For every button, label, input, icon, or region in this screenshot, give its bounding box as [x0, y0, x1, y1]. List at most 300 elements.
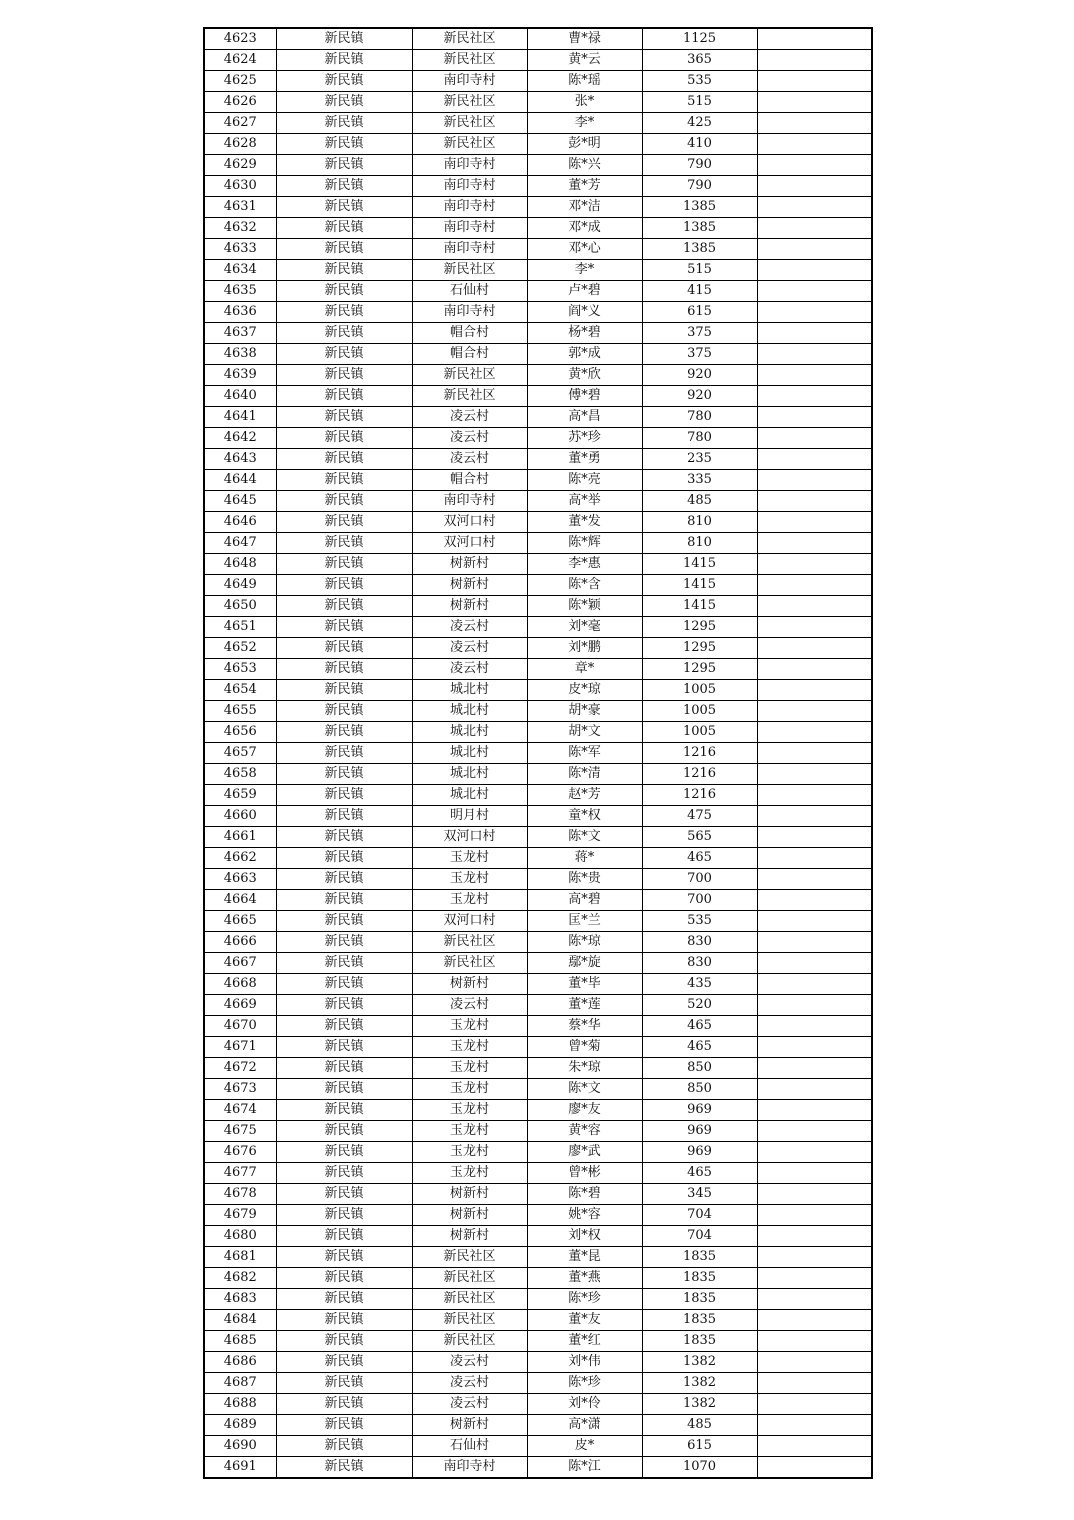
table-row	[204, 575, 872, 596]
cell-id: 4638	[204, 344, 276, 365]
cell-amount: 235	[642, 449, 757, 470]
cell-village: 玉龙村	[412, 890, 527, 911]
cell-note	[757, 428, 872, 449]
table-row	[204, 1142, 872, 1163]
table-row	[204, 1268, 872, 1289]
table-row	[204, 1121, 872, 1142]
cell-id: 4678	[204, 1184, 276, 1205]
cell-name: 赵*芳	[527, 785, 642, 806]
table-row	[204, 848, 872, 869]
cell-town: 新民镇	[276, 1058, 412, 1079]
cell-id: 4636	[204, 302, 276, 323]
cell-town: 新民镇	[276, 1163, 412, 1184]
cell-name: 董*友	[527, 1310, 642, 1331]
cell-amount: 435	[642, 974, 757, 995]
table-row	[204, 407, 872, 428]
cell-id: 4656	[204, 722, 276, 743]
cell-note	[757, 323, 872, 344]
table-row	[204, 533, 872, 554]
table-row	[204, 365, 872, 386]
table-row	[204, 218, 872, 239]
cell-id: 4640	[204, 386, 276, 407]
cell-town: 新民镇	[276, 1415, 412, 1436]
table-row	[204, 1289, 872, 1310]
cell-note	[757, 344, 872, 365]
cell-name: 彭*明	[527, 134, 642, 155]
cell-name: 李*	[527, 260, 642, 281]
cell-village: 南印寺村	[412, 491, 527, 512]
cell-village: 树新村	[412, 1415, 527, 1436]
cell-name: 朱*琼	[527, 1058, 642, 1079]
cell-town: 新民镇	[276, 470, 412, 491]
cell-amount: 1835	[642, 1289, 757, 1310]
cell-name: 黄*云	[527, 50, 642, 71]
cell-town: 新民镇	[276, 218, 412, 239]
cell-note	[757, 974, 872, 995]
cell-note	[757, 512, 872, 533]
cell-town: 新民镇	[276, 134, 412, 155]
cell-id: 4649	[204, 575, 276, 596]
table-row	[204, 1016, 872, 1037]
table-row	[204, 197, 872, 218]
cell-amount: 465	[642, 1163, 757, 1184]
table-row	[204, 1352, 872, 1373]
cell-note	[757, 575, 872, 596]
cell-id: 4632	[204, 218, 276, 239]
cell-id: 4642	[204, 428, 276, 449]
cell-village: 新民社区	[412, 932, 527, 953]
table-row	[204, 680, 872, 701]
cell-note	[757, 28, 872, 50]
cell-town: 新民镇	[276, 323, 412, 344]
cell-town: 新民镇	[276, 1310, 412, 1331]
cell-village: 南印寺村	[412, 155, 527, 176]
cell-village: 新民社区	[412, 134, 527, 155]
cell-note	[757, 365, 872, 386]
cell-amount: 790	[642, 155, 757, 176]
cell-town: 新民镇	[276, 890, 412, 911]
cell-name: 陈*珍	[527, 1373, 642, 1394]
cell-id: 4687	[204, 1373, 276, 1394]
cell-note	[757, 659, 872, 680]
cell-amount: 535	[642, 71, 757, 92]
cell-village: 新民社区	[412, 92, 527, 113]
cell-town: 新民镇	[276, 722, 412, 743]
table-body	[204, 28, 872, 1478]
table-row	[204, 722, 872, 743]
cell-note	[757, 92, 872, 113]
cell-id: 4691	[204, 1457, 276, 1479]
table-row	[204, 1247, 872, 1268]
cell-note	[757, 218, 872, 239]
cell-name: 陈*军	[527, 743, 642, 764]
cell-id: 4658	[204, 764, 276, 785]
cell-amount: 1835	[642, 1310, 757, 1331]
cell-note	[757, 1121, 872, 1142]
cell-village: 新民社区	[412, 1247, 527, 1268]
cell-village: 凌云村	[412, 407, 527, 428]
table-row	[204, 638, 872, 659]
cell-amount: 410	[642, 134, 757, 155]
table-row	[204, 827, 872, 848]
cell-note	[757, 785, 872, 806]
cell-town: 新民镇	[276, 1205, 412, 1226]
cell-village: 凌云村	[412, 1394, 527, 1415]
cell-village: 石仙村	[412, 281, 527, 302]
cell-town: 新民镇	[276, 974, 412, 995]
cell-amount: 535	[642, 911, 757, 932]
cell-amount: 810	[642, 533, 757, 554]
table-row	[204, 890, 872, 911]
cell-note	[757, 1247, 872, 1268]
cell-name: 邓*洁	[527, 197, 642, 218]
cell-village: 新民社区	[412, 1289, 527, 1310]
cell-village: 玉龙村	[412, 1058, 527, 1079]
cell-name: 黄*欣	[527, 365, 642, 386]
cell-town: 新民镇	[276, 491, 412, 512]
cell-amount: 969	[642, 1142, 757, 1163]
cell-village: 双河口村	[412, 911, 527, 932]
table-row	[204, 302, 872, 323]
table-row	[204, 491, 872, 512]
cell-name: 傅*碧	[527, 386, 642, 407]
cell-town: 新民镇	[276, 743, 412, 764]
cell-town: 新民镇	[276, 1268, 412, 1289]
cell-town: 新民镇	[276, 995, 412, 1016]
table-row	[204, 344, 872, 365]
table-row	[204, 1226, 872, 1247]
table-row	[204, 470, 872, 491]
cell-note	[757, 1079, 872, 1100]
table-row	[204, 239, 872, 260]
cell-amount: 520	[642, 995, 757, 1016]
cell-id: 4660	[204, 806, 276, 827]
table-row	[204, 28, 872, 50]
cell-amount: 1835	[642, 1247, 757, 1268]
cell-name: 陈*文	[527, 1079, 642, 1100]
table-row	[204, 134, 872, 155]
cell-id: 4681	[204, 1247, 276, 1268]
cell-town: 新民镇	[276, 1247, 412, 1268]
cell-note	[757, 995, 872, 1016]
table-row	[204, 71, 872, 92]
table-row	[204, 428, 872, 449]
cell-village: 树新村	[412, 575, 527, 596]
cell-village: 双河口村	[412, 827, 527, 848]
cell-town: 新民镇	[276, 785, 412, 806]
cell-note	[757, 1184, 872, 1205]
cell-note	[757, 827, 872, 848]
cell-amount: 1835	[642, 1268, 757, 1289]
table-row	[204, 596, 872, 617]
cell-amount: 1382	[642, 1394, 757, 1415]
cell-village: 南印寺村	[412, 218, 527, 239]
table-row	[204, 1310, 872, 1331]
cell-amount: 969	[642, 1100, 757, 1121]
cell-village: 帽合村	[412, 344, 527, 365]
cell-amount: 1415	[642, 596, 757, 617]
cell-town: 新民镇	[276, 701, 412, 722]
cell-town: 新民镇	[276, 1100, 412, 1121]
cell-id: 4663	[204, 869, 276, 890]
cell-note	[757, 1268, 872, 1289]
cell-town: 新民镇	[276, 596, 412, 617]
cell-village: 凌云村	[412, 1352, 527, 1373]
cell-note	[757, 302, 872, 323]
cell-name: 曹*禄	[527, 28, 642, 50]
cell-amount: 1125	[642, 28, 757, 50]
table-row	[204, 1436, 872, 1457]
cell-id: 4659	[204, 785, 276, 806]
cell-town: 新民镇	[276, 1016, 412, 1037]
cell-note	[757, 1394, 872, 1415]
cell-name: 陈*琼	[527, 932, 642, 953]
cell-village: 城北村	[412, 701, 527, 722]
cell-note	[757, 701, 872, 722]
cell-id: 4644	[204, 470, 276, 491]
cell-id: 4682	[204, 1268, 276, 1289]
cell-amount: 780	[642, 407, 757, 428]
cell-village: 凌云村	[412, 617, 527, 638]
cell-town: 新民镇	[276, 113, 412, 134]
cell-amount: 425	[642, 113, 757, 134]
cell-id: 4651	[204, 617, 276, 638]
cell-town: 新民镇	[276, 449, 412, 470]
table-row	[204, 1100, 872, 1121]
cell-id: 4623	[204, 28, 276, 50]
cell-name: 董*芳	[527, 176, 642, 197]
cell-amount: 850	[642, 1058, 757, 1079]
cell-id: 4627	[204, 113, 276, 134]
cell-village: 凌云村	[412, 1373, 527, 1394]
cell-name: 皮*琼	[527, 680, 642, 701]
cell-village: 新民社区	[412, 113, 527, 134]
cell-name: 郭*成	[527, 344, 642, 365]
cell-name: 杨*碧	[527, 323, 642, 344]
cell-id: 4646	[204, 512, 276, 533]
cell-note	[757, 953, 872, 974]
cell-village: 玉龙村	[412, 1142, 527, 1163]
cell-amount: 1070	[642, 1457, 757, 1479]
cell-village: 双河口村	[412, 512, 527, 533]
cell-name: 童*权	[527, 806, 642, 827]
cell-amount: 810	[642, 512, 757, 533]
cell-note	[757, 596, 872, 617]
cell-id: 4674	[204, 1100, 276, 1121]
cell-id: 4686	[204, 1352, 276, 1373]
cell-village: 新民社区	[412, 260, 527, 281]
cell-village: 玉龙村	[412, 1079, 527, 1100]
cell-town: 新民镇	[276, 512, 412, 533]
cell-village: 玉龙村	[412, 1100, 527, 1121]
cell-name: 董*昆	[527, 1247, 642, 1268]
cell-name: 董*红	[527, 1331, 642, 1352]
cell-id: 4689	[204, 1415, 276, 1436]
cell-town: 新民镇	[276, 827, 412, 848]
cell-village: 玉龙村	[412, 1016, 527, 1037]
cell-town: 新民镇	[276, 1142, 412, 1163]
table-row	[204, 386, 872, 407]
cell-amount: 830	[642, 953, 757, 974]
table-row	[204, 1163, 872, 1184]
cell-id: 4639	[204, 365, 276, 386]
cell-note	[757, 407, 872, 428]
cell-town: 新民镇	[276, 1079, 412, 1100]
cell-amount: 1005	[642, 722, 757, 743]
cell-town: 新民镇	[276, 365, 412, 386]
cell-village: 双河口村	[412, 533, 527, 554]
cell-id: 4661	[204, 827, 276, 848]
table-row	[204, 92, 872, 113]
cell-name: 陈*江	[527, 1457, 642, 1479]
cell-note	[757, 281, 872, 302]
cell-town: 新民镇	[276, 638, 412, 659]
cell-amount: 1415	[642, 575, 757, 596]
cell-note	[757, 1436, 872, 1457]
cell-town: 新民镇	[276, 554, 412, 575]
cell-note	[757, 848, 872, 869]
table-row	[204, 1037, 872, 1058]
cell-village: 新民社区	[412, 365, 527, 386]
cell-note	[757, 1352, 872, 1373]
cell-village: 城北村	[412, 785, 527, 806]
cell-village: 南印寺村	[412, 1457, 527, 1479]
cell-note	[757, 176, 872, 197]
cell-name: 匡*兰	[527, 911, 642, 932]
cell-name: 陈*亮	[527, 470, 642, 491]
cell-amount: 365	[642, 50, 757, 71]
cell-name: 章*	[527, 659, 642, 680]
cell-amount: 1835	[642, 1331, 757, 1352]
cell-village: 城北村	[412, 743, 527, 764]
cell-note	[757, 1289, 872, 1310]
cell-id: 4688	[204, 1394, 276, 1415]
table-row	[204, 50, 872, 71]
cell-note	[757, 1016, 872, 1037]
cell-amount: 475	[642, 806, 757, 827]
cell-name: 胡*文	[527, 722, 642, 743]
cell-note	[757, 1310, 872, 1331]
cell-amount: 335	[642, 470, 757, 491]
cell-village: 树新村	[412, 596, 527, 617]
cell-village: 树新村	[412, 1184, 527, 1205]
cell-name: 刘*伶	[527, 1394, 642, 1415]
cell-amount: 1385	[642, 197, 757, 218]
cell-name: 高*昌	[527, 407, 642, 428]
table-row	[204, 743, 872, 764]
cell-amount: 850	[642, 1079, 757, 1100]
cell-id: 4637	[204, 323, 276, 344]
cell-town: 新民镇	[276, 50, 412, 71]
cell-amount: 465	[642, 848, 757, 869]
cell-amount: 969	[642, 1121, 757, 1142]
cell-village: 石仙村	[412, 1436, 527, 1457]
cell-name: 刘*毫	[527, 617, 642, 638]
cell-amount: 1216	[642, 743, 757, 764]
cell-name: 曾*彬	[527, 1163, 642, 1184]
cell-note	[757, 260, 872, 281]
cell-name: 刘*鹏	[527, 638, 642, 659]
table-row	[204, 911, 872, 932]
cell-town: 新民镇	[276, 428, 412, 449]
cell-note	[757, 1142, 872, 1163]
table-row	[204, 113, 872, 134]
table-row	[204, 1394, 872, 1415]
cell-town: 新民镇	[276, 932, 412, 953]
table-row	[204, 1058, 872, 1079]
cell-id: 4643	[204, 449, 276, 470]
table-row	[204, 953, 872, 974]
table-row	[204, 323, 872, 344]
cell-town: 新民镇	[276, 806, 412, 827]
cell-name: 胡*豪	[527, 701, 642, 722]
cell-note	[757, 1373, 872, 1394]
cell-town: 新民镇	[276, 260, 412, 281]
cell-town: 新民镇	[276, 239, 412, 260]
cell-id: 4684	[204, 1310, 276, 1331]
cell-note	[757, 911, 872, 932]
cell-id: 4690	[204, 1436, 276, 1457]
cell-note	[757, 1058, 872, 1079]
cell-amount: 485	[642, 491, 757, 512]
cell-village: 南印寺村	[412, 71, 527, 92]
cell-name: 李*	[527, 113, 642, 134]
cell-name: 廖*友	[527, 1100, 642, 1121]
cell-amount: 1216	[642, 764, 757, 785]
cell-name: 姚*容	[527, 1205, 642, 1226]
cell-amount: 1005	[642, 680, 757, 701]
cell-name: 陈*贵	[527, 869, 642, 890]
cell-amount: 615	[642, 302, 757, 323]
cell-id: 4629	[204, 155, 276, 176]
cell-name: 邓*成	[527, 218, 642, 239]
cell-amount: 465	[642, 1016, 757, 1037]
cell-town: 新民镇	[276, 869, 412, 890]
cell-note	[757, 491, 872, 512]
cell-village: 城北村	[412, 764, 527, 785]
cell-id: 4657	[204, 743, 276, 764]
cell-name: 刘*权	[527, 1226, 642, 1247]
cell-town: 新民镇	[276, 1373, 412, 1394]
table-row	[204, 155, 872, 176]
cell-amount: 1385	[642, 218, 757, 239]
cell-id: 4633	[204, 239, 276, 260]
cell-village: 明月村	[412, 806, 527, 827]
cell-village: 城北村	[412, 680, 527, 701]
table-row	[204, 176, 872, 197]
cell-id: 4670	[204, 1016, 276, 1037]
cell-town: 新民镇	[276, 197, 412, 218]
cell-id: 4662	[204, 848, 276, 869]
cell-village: 玉龙村	[412, 1163, 527, 1184]
cell-town: 新民镇	[276, 1436, 412, 1457]
cell-id: 4671	[204, 1037, 276, 1058]
cell-note	[757, 71, 872, 92]
cell-id: 4664	[204, 890, 276, 911]
cell-town: 新民镇	[276, 1184, 412, 1205]
cell-town: 新民镇	[276, 281, 412, 302]
cell-name: 李*惠	[527, 554, 642, 575]
cell-id: 4665	[204, 911, 276, 932]
table-row	[204, 806, 872, 827]
cell-town: 新民镇	[276, 302, 412, 323]
cell-village: 南印寺村	[412, 197, 527, 218]
cell-village: 新民社区	[412, 1310, 527, 1331]
cell-town: 新民镇	[276, 28, 412, 50]
cell-note	[757, 470, 872, 491]
cell-town: 新民镇	[276, 1394, 412, 1415]
cell-amount: 920	[642, 365, 757, 386]
